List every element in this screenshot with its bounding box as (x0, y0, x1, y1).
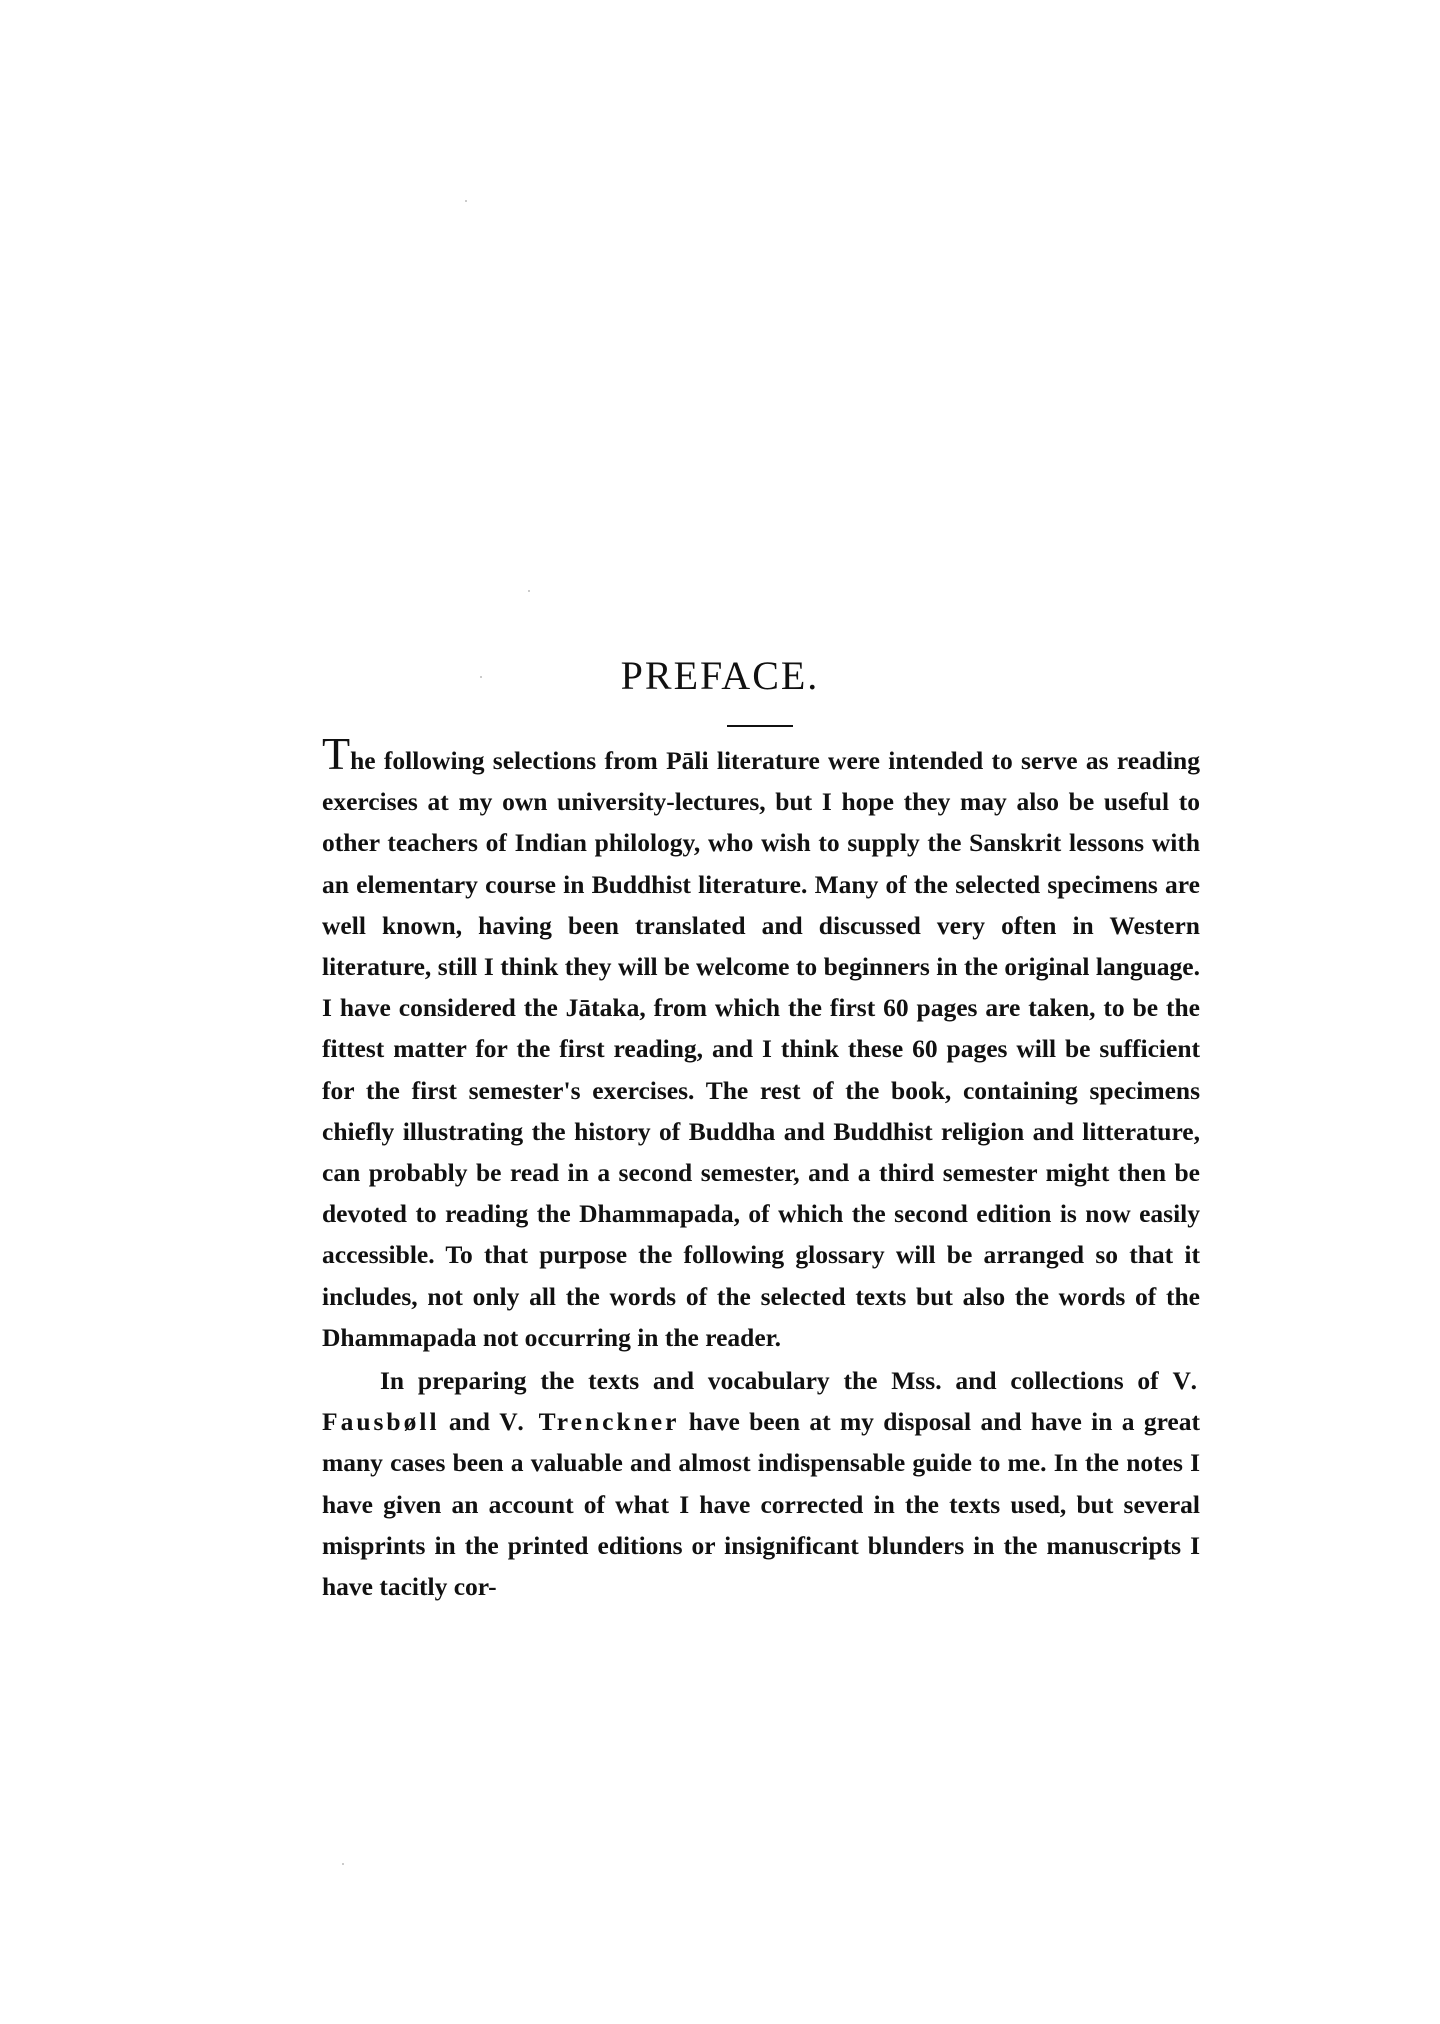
preface-body (322, 728, 1200, 1607)
paragraph-1-text: he following selections from Pāli literature were intended to serve as reading exercises at my own university-lectures, but I hope they may also be useful to other teachers of Indian philology, who wish to supply the Sanskrit lessons with an elementary course in Buddhist literature. Many of the selected specimens are well known, having been translated and discussed very often in Western literature, still I think they will be welcome to beginners in the original language. I have considered the Jātaka, from which the first 60 pages are taken, to be the fittest matter for the first reading, and I think these 60 pages will be sufficient for the first semester's exercises. The rest of the book, containing specimens chiefly illustrating the history of Buddha and Buddhist religion and litterature, can probably be read in a second semester, and a third semester might then be devoted to reading the Dhammapada, of which the second edition is now easily accessible. To that purpose the following glossary will be arranged so that it includes, not only all the words of the selected texts but also the words of the Dhammapada not occurring in the reader. (322, 746, 1200, 1352)
paragraph-2-text-end: have been at my disposal and have in a great many cases been a valuable and almost indispensable guide to me. In the notes I have given an account of what I have corrected in the texts used, but several misprints in the printed editions or insignificant blunders in the manuscripts I have tacitly cor- (322, 1407, 1200, 1602)
paragraph-2-text-between: and (439, 1407, 500, 1437)
paragraph-1 (322, 728, 1200, 1358)
page-title: PREFACE. (620, 653, 820, 698)
name-trenckner: V. Trenckner (499, 1407, 680, 1437)
paper-speck (480, 676, 482, 678)
paper-speck (528, 590, 530, 592)
paper-speck (342, 1863, 344, 1865)
name-fausboll: V. Fausbøll (322, 1366, 1200, 1437)
paragraph-2 (322, 1360, 1200, 1607)
paragraph-2-text-start: In preparing the texts and vocabulary the Mss. and collections of (380, 1366, 1173, 1396)
paper-speck (465, 200, 467, 202)
drop-cap: T (322, 728, 351, 779)
title-rule (727, 725, 793, 727)
